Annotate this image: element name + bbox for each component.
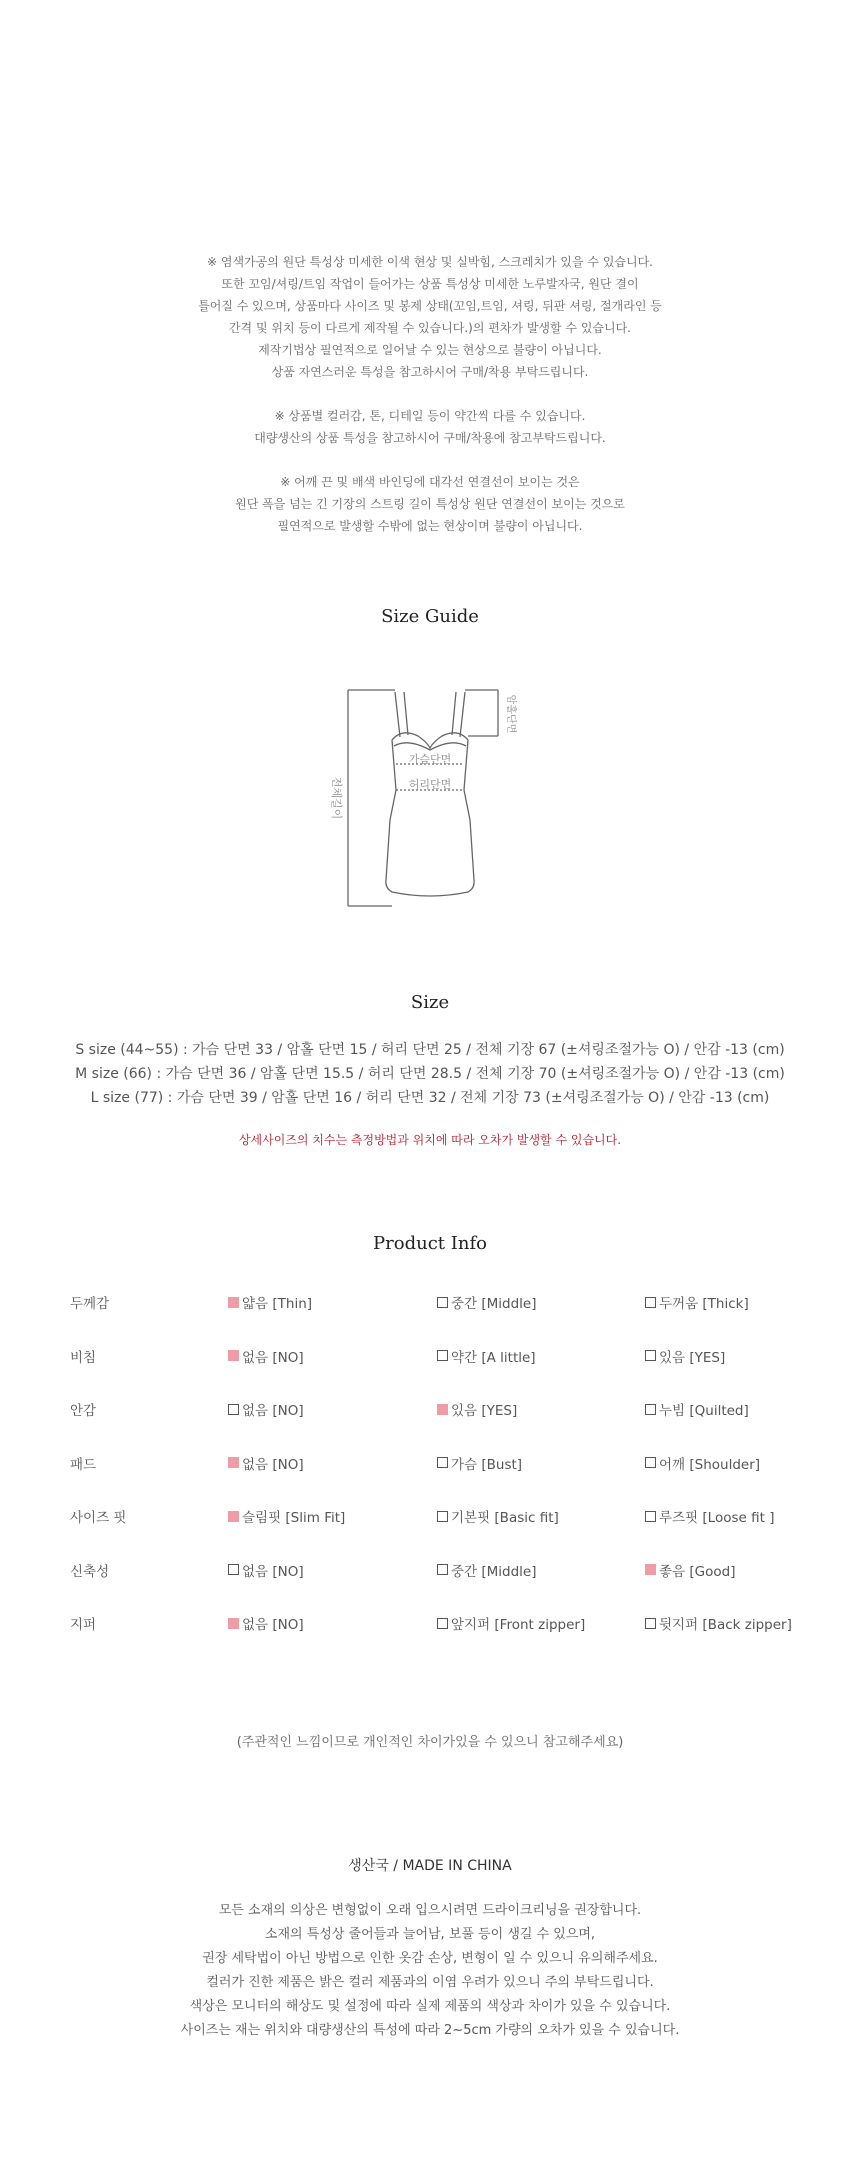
info-option: [645, 1613, 792, 1633]
info-option-label: 두꺼움 [Thick]: [659, 1296, 749, 1312]
info-option-label: 어깨 [Shoulder]: [659, 1456, 761, 1473]
subjective-note: (주관적인 느낌이므로 개인적인 차이가있을 수 있으니 참고해주세요): [236, 1735, 624, 1750]
info-option: [228, 1453, 304, 1473]
info-option-label: 없음 [NO]: [242, 1617, 304, 1633]
checked-box-icon: [645, 1564, 656, 1575]
care-line: 색상은 모니터의 해상도 및 설정에 따라 실제 제품의 색상과 차이가 있을 수 있습니다.: [189, 1999, 671, 2014]
info-option-label: 중간 [Middle]: [451, 1563, 537, 1580]
info-row: [0, 1346, 860, 1370]
info-option: [645, 1346, 725, 1366]
empty-box-icon: [437, 1511, 448, 1522]
info-row-label: 지퍼: [70, 1617, 97, 1633]
care-instructions: [0, 1899, 860, 2043]
info-row-label: 두께감: [70, 1296, 110, 1312]
info-option-label: 있음 [YES]: [451, 1403, 518, 1419]
info-option: [437, 1399, 517, 1419]
info-option: [645, 1292, 749, 1312]
info-option-label: 없음 [NO]: [242, 1456, 304, 1473]
checked-box-icon: [437, 1404, 448, 1415]
info-row-label: 패드: [70, 1456, 97, 1473]
info-row: [0, 1613, 860, 1637]
info-option-label: 있음 [YES]: [659, 1349, 726, 1366]
checked-box-icon: [228, 1618, 239, 1629]
info-row-label: 사이즈 핏: [70, 1510, 127, 1526]
notice-line: ※ 염색가공의 원단 특성상 미세한 이색 현상 및 실박힘, 스크레치가 있을 수 있습니다.: [207, 255, 653, 269]
info-option-label: 슬림핏 [Slim Fit]: [242, 1510, 346, 1526]
notice-line: 또한 꼬임/셔링/트임 작업이 들어가는 상품 특성상 미세한 노루발자국, 원단 결이: [221, 277, 639, 291]
info-option-label: 뒷지퍼 [Back zipper]: [659, 1617, 792, 1633]
info-option: [228, 1506, 345, 1526]
size-title: Size: [410, 992, 450, 1013]
checked-box-icon: [228, 1457, 239, 1468]
info-row-label: 비침: [70, 1349, 97, 1366]
empty-box-icon: [228, 1404, 239, 1415]
info-option-label: 없음 [NO]: [242, 1349, 304, 1366]
care-line: 컬러가 진한 제품은 밝은 컬러 제품과의 이염 우려가 있으니 주의 부탁드립니다.: [206, 1975, 654, 1990]
info-row: [0, 1506, 860, 1530]
size-line: M size (66) : 가슴 단면 36 / 암홀 단면 15.5 / 허리 단면 28.5 / 전체 기장 70 (±셔링조절가능 O) / 안감 -13 (cm): [75, 1066, 785, 1082]
product-info-title: Product Info: [373, 1233, 487, 1254]
empty-box-icon: [437, 1350, 448, 1361]
info-option: [228, 1613, 304, 1633]
info-row: [0, 1399, 860, 1423]
info-option: [437, 1292, 537, 1312]
empty-box-icon: [437, 1564, 448, 1575]
info-option: [645, 1560, 735, 1580]
notice-block: [0, 251, 860, 537]
info-option-label: 누빔 [Quilted]: [659, 1403, 749, 1419]
notice-line: 필연적으로 발생할 수밖에 없는 현상이며 불량이 아닙니다.: [277, 519, 583, 533]
size-line: S size (44~55) : 가슴 단면 33 / 암홀 단면 15 / 허리 단면 25 / 전체 기장 67 (±셔링조절가능 O) / 안감 -13 (cm): [75, 1042, 785, 1058]
notice-gap: [0, 383, 860, 405]
checked-box-icon: [228, 1297, 239, 1308]
empty-box-icon: [437, 1457, 448, 1468]
info-option: [437, 1613, 585, 1633]
care-line: 모든 소재의 의상은 변형없이 오래 입으시려면 드라이크리닝을 권장합니다.: [218, 1903, 642, 1918]
info-option-label: 좋음 [Good]: [659, 1563, 736, 1580]
info-option: [228, 1560, 304, 1580]
empty-box-icon: [645, 1511, 656, 1522]
care-line: 권장 세탁법이 아닌 방법으로 인한 옷감 손상, 변형이 일 수 있으니 유의해주세요.: [202, 1951, 658, 1966]
care-line: 소재의 특성상 줄어들과 늘어남, 보풀 등이 생길 수 있으며,: [264, 1927, 596, 1942]
empty-box-icon: [437, 1618, 448, 1629]
notice-line: 대량생산의 상품 특성을 참고하시어 구매/착용에 참고부탁드립니다.: [254, 431, 606, 445]
info-option: [645, 1453, 760, 1473]
info-row-label: 안감: [70, 1403, 97, 1419]
size-guide-title: Size Guide: [381, 606, 479, 627]
empty-box-icon: [645, 1297, 656, 1308]
info-option-label: 없음 [NO]: [242, 1563, 304, 1580]
armhole-label: 암홀단면: [505, 694, 516, 734]
care-line: 사이즈는 재는 위치와 대량생산의 특성에 따라 2~5cm 가량의 오차가 있을 수 있습니다.: [180, 2023, 680, 2038]
size-warning: 상세사이즈의 치수는 측정방법과 위치에 따라 오차가 발생할 수 있습니다.: [238, 1133, 622, 1147]
info-option-label: 없음 [NO]: [242, 1403, 304, 1419]
notice-line: 틀어질 수 있으며, 상품마다 사이즈 및 봉제 상태(꼬임,트임, 셔링, 뒤판 셔링, 절개라인 등: [198, 299, 662, 313]
info-row: [0, 1560, 860, 1584]
info-option-label: 가슴 [Bust]: [451, 1456, 523, 1473]
info-option-label: 앞지퍼 [Front zipper]: [451, 1617, 586, 1633]
info-option-label: 얇음 [Thin]: [242, 1296, 313, 1312]
info-option-label: 기본핏 [Basic fit]: [451, 1510, 559, 1526]
info-option: [645, 1506, 774, 1526]
checked-box-icon: [228, 1350, 239, 1361]
info-option: [228, 1399, 304, 1419]
info-option: [437, 1560, 537, 1580]
info-option: [645, 1399, 749, 1419]
empty-box-icon: [228, 1564, 239, 1575]
info-option: [437, 1346, 536, 1366]
info-option: [437, 1506, 559, 1526]
notice-gap: [0, 449, 860, 471]
info-option: [228, 1346, 304, 1366]
empty-box-icon: [645, 1404, 656, 1415]
length-label: 전체길이: [330, 776, 343, 820]
info-option: [228, 1292, 312, 1312]
info-option-label: 약간 [A little]: [451, 1349, 536, 1366]
info-row: [0, 1292, 860, 1316]
info-row: [0, 1453, 860, 1477]
chest-label: 가슴단면: [408, 753, 452, 766]
notice-line: 간격 및 위치 등이 다르게 제작될 수 있습니다.)의 편차가 발생할 수 있습니다.: [228, 321, 632, 335]
notice-line: ※ 상품별 컬러감, 톤, 디테일 등이 약간씩 다를 수 있습니다.: [274, 409, 586, 423]
size-guide-diagram: [320, 680, 530, 920]
info-option-label: 중간 [Middle]: [451, 1296, 537, 1312]
notice-line: ※ 어깨 끈 및 배색 바인딩에 대각선 연결선이 보이는 것은: [280, 475, 580, 489]
origin-label: 생산국 / MADE IN CHINA: [348, 1858, 512, 1874]
waist-label: 허리단면: [408, 778, 452, 791]
empty-box-icon: [645, 1618, 656, 1629]
notice-line: 제작기법상 필연적으로 일어날 수 있는 현상으로 불량이 아닙니다.: [258, 343, 602, 357]
notice-line: 상품 자연스러운 특성을 참고하시어 구매/착용 부탁드립니다.: [271, 365, 589, 379]
info-row-label: 신축성: [70, 1563, 110, 1580]
notice-line: 원단 폭을 넘는 긴 기장의 스트링 길이 특성상 원단 연결선이 보이는 것으로: [235, 497, 625, 511]
empty-box-icon: [437, 1297, 448, 1308]
size-lines: [0, 1038, 860, 1110]
checked-box-icon: [228, 1511, 239, 1522]
size-line: L size (77) : 가슴 단면 39 / 암홀 단면 16 / 허리 단면 32 / 전체 기장 73 (±셔링조절가능 O) / 안감 -13 (cm): [90, 1090, 770, 1106]
info-option: [437, 1453, 522, 1473]
empty-box-icon: [645, 1350, 656, 1361]
empty-box-icon: [645, 1457, 656, 1468]
info-option-label: 루즈핏 [Loose fit ]: [659, 1510, 775, 1526]
